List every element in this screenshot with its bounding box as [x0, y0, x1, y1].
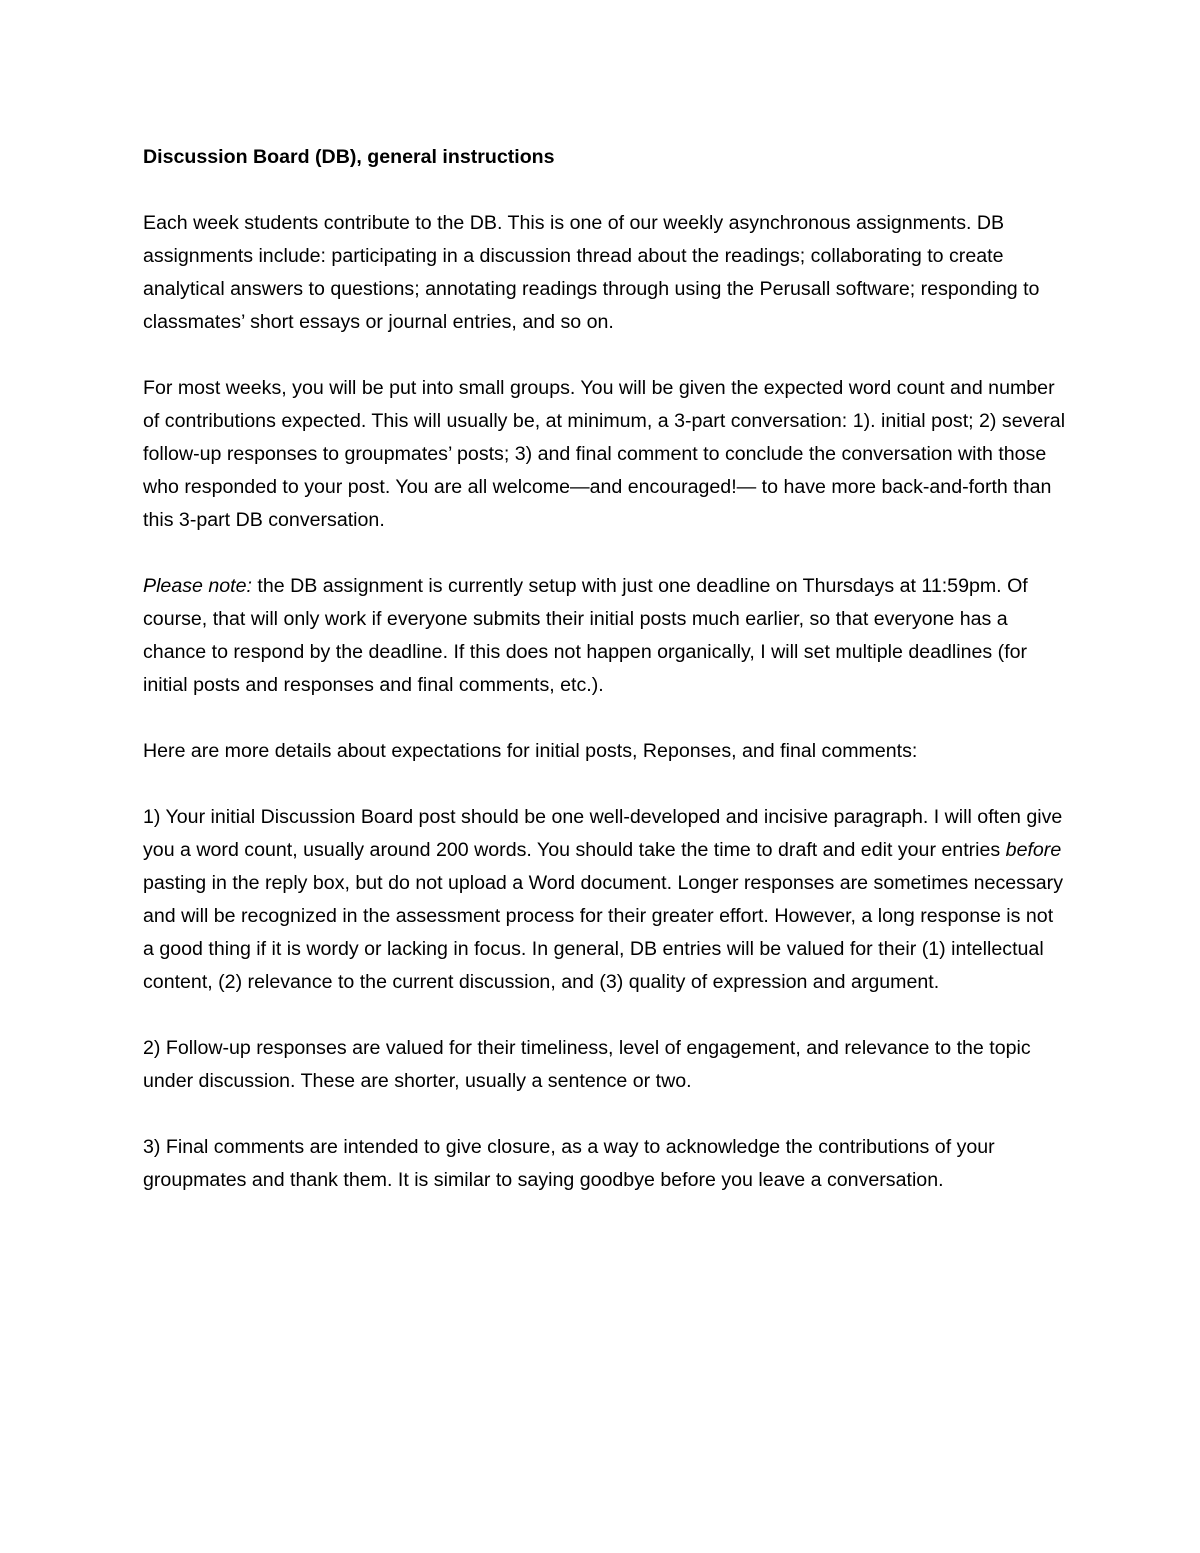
initial-post-text-b: pasting in the reply box, but do not upload a Word document. Longer responses are sometimes necessary and will be recognized in the assessment process for their greater effort. However, a long response is not a good thing if it is wordy or lacking in focus. In general, DB entries will be valued for their (1) intellectual content, (2) relevance to the current discussion, and (3) quality of expression and argument. [143, 872, 1063, 993]
document-body [143, 141, 1068, 1230]
paragraph-initial-post [143, 801, 1068, 999]
deadline-note-text: the DB assignment is currently setup with just one deadline on Thursdays at 11:59pm. Of course, that will only work if everyone submits their initial posts much earlier, so that everyone has a chance to respond by the deadline. If this does not happen organically, I will set multiple deadlines (for initial posts and responses and final comments, etc.). [143, 575, 1028, 696]
please-note-label: Please note: [143, 575, 252, 597]
paragraph-deadline-note [143, 570, 1068, 702]
document-title: Discussion Board (DB), general instructions [143, 146, 555, 168]
paragraph-overview: Each week students contribute to the DB. This is one of our weekly asynchronous assignments. DB assignments include: participating in a discussion thread about the readings; collaborating to create analytical answers to questions; annotating readings through using the Perusall software; responding to classmates’ short essays or journal entries, and so on. [143, 212, 1040, 333]
paragraph-groups: For most weeks, you will be put into small groups. You will be given the expected word count and number of contributions expected. This will usually be, at minimum, a 3-part conversation: 1). initial post; 2) several follow-up responses to groupmates’ posts; 3) and final comment to conclude the conversation with those who responded to your post. You are all welcome—and encouraged!— to have more back-and-forth than this 3-part DB conversation. [143, 377, 1066, 531]
initial-post-emphasis: before [1005, 839, 1062, 861]
paragraph-final-comments: 3) Final comments are intended to give closure, as a way to acknowledge the contributions of your groupmates and thank them. It is similar to saying goodbye before you leave a conversation. [143, 1136, 995, 1191]
initial-post-text-a: 1) Your initial Discussion Board post should be one well-developed and incisive paragraph. I will often give you a word count, usually around 200 words. You should take the time to draft and edit your entries [143, 806, 1063, 861]
paragraph-follow-up: 2) Follow-up responses are valued for their timeliness, level of engagement, and relevance to the topic under discussion. These are shorter, usually a sentence or two. [143, 1037, 1031, 1092]
paragraph-expectations-intro: Here are more details about expectations for initial posts, Reponses, and final comments: [143, 740, 918, 762]
